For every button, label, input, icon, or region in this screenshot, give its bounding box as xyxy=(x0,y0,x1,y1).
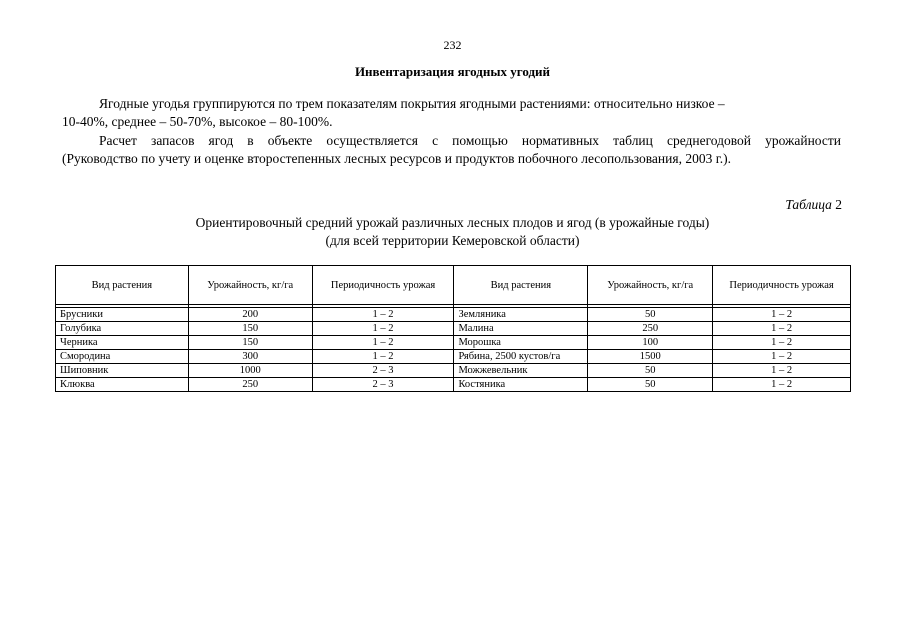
periodicity-cell: 1 – 2 xyxy=(713,322,851,336)
paragraph-1-line-2: 10-40%, среднее – 50-70%, высокое – 80-100%. xyxy=(62,114,333,129)
header-plant-type-2: Вид растения xyxy=(454,266,588,305)
yield-cell: 150 xyxy=(188,336,312,350)
periodicity-cell: 1 – 2 xyxy=(312,350,454,364)
plant-cell: Морошка xyxy=(454,336,588,350)
table-caption-line-1: Ориентировочный средний урожай различных лесных плодов и ягод (в урожайные годы) xyxy=(195,215,710,230)
table-row xyxy=(56,322,851,336)
periodicity-cell: 2 – 3 xyxy=(312,378,454,392)
header-yield: Урожайность, кг/га xyxy=(188,266,312,305)
periodicity-cell: 2 – 3 xyxy=(312,364,454,378)
periodicity-cell: 1 – 2 xyxy=(312,336,454,350)
paragraph-1-line-1: Ягодные угодья группируются по трем показателям покрытия ягодными растениями: относительно низкое – xyxy=(99,96,725,111)
header-yield-2: Урожайность, кг/га xyxy=(588,266,713,305)
plant-cell: Черника xyxy=(56,336,189,350)
yield-cell: 150 xyxy=(188,322,312,336)
table-label-number: 2 xyxy=(835,197,842,212)
paragraph-2-line-1: Расчет запасов ягод в объекте осуществляется с помощью нормативных таблиц среднегодовой урожайности xyxy=(99,133,841,148)
table-header-row xyxy=(56,266,851,305)
yield-cell: 250 xyxy=(188,378,312,392)
header-periodicity-2: Периодичность урожая xyxy=(713,266,851,305)
plant-cell: Можжевельник xyxy=(454,364,588,378)
periodicity-cell: 1 – 2 xyxy=(713,336,851,350)
plant-cell: Голубика xyxy=(56,322,189,336)
periodicity-cell: 1 – 2 xyxy=(312,308,454,322)
table-row xyxy=(56,350,851,364)
yield-table xyxy=(55,265,851,392)
yield-cell: 50 xyxy=(588,378,713,392)
periodicity-cell: 1 – 2 xyxy=(713,308,851,322)
plant-cell: Малина xyxy=(454,322,588,336)
table-row xyxy=(56,308,851,322)
table-row xyxy=(56,378,851,392)
yield-cell: 50 xyxy=(588,308,713,322)
yield-cell: 1500 xyxy=(588,350,713,364)
table-row xyxy=(56,336,851,350)
yield-cell: 250 xyxy=(588,322,713,336)
yield-cell: 50 xyxy=(588,364,713,378)
table-caption-line-2: (для всей территории Кемеровской области) xyxy=(325,233,580,248)
plant-cell: Рябина, 2500 кустов/га xyxy=(454,350,588,364)
plant-cell: Смородина xyxy=(56,350,189,364)
yield-cell: 200 xyxy=(188,308,312,322)
plant-cell: Костяника xyxy=(454,378,588,392)
yield-cell: 100 xyxy=(588,336,713,350)
page-number: 232 xyxy=(443,38,462,52)
periodicity-cell: 1 – 2 xyxy=(312,322,454,336)
plant-cell: Брусники xyxy=(56,308,189,322)
periodicity-cell: 1 – 2 xyxy=(713,378,851,392)
plant-cell: Земляника xyxy=(454,308,588,322)
section-heading: Инвентаризация ягодных угодий xyxy=(354,64,551,79)
yield-cell: 1000 xyxy=(188,364,312,378)
table-row xyxy=(56,364,851,378)
table-label xyxy=(785,197,842,213)
header-periodicity: Периодичность урожая xyxy=(312,266,454,305)
periodicity-cell: 1 – 2 xyxy=(713,350,851,364)
table-label-word: Таблица xyxy=(785,197,832,212)
paragraph-2-line-2: (Руководство по учету и оценке второстепенных лесных ресурсов и продуктов побочного лесопользования, 2003 г.). xyxy=(62,151,731,166)
yield-cell: 300 xyxy=(188,350,312,364)
header-plant-type: Вид растения xyxy=(56,266,189,305)
plant-cell: Шиповник xyxy=(56,364,189,378)
periodicity-cell: 1 – 2 xyxy=(713,364,851,378)
plant-cell: Клюква xyxy=(56,378,189,392)
